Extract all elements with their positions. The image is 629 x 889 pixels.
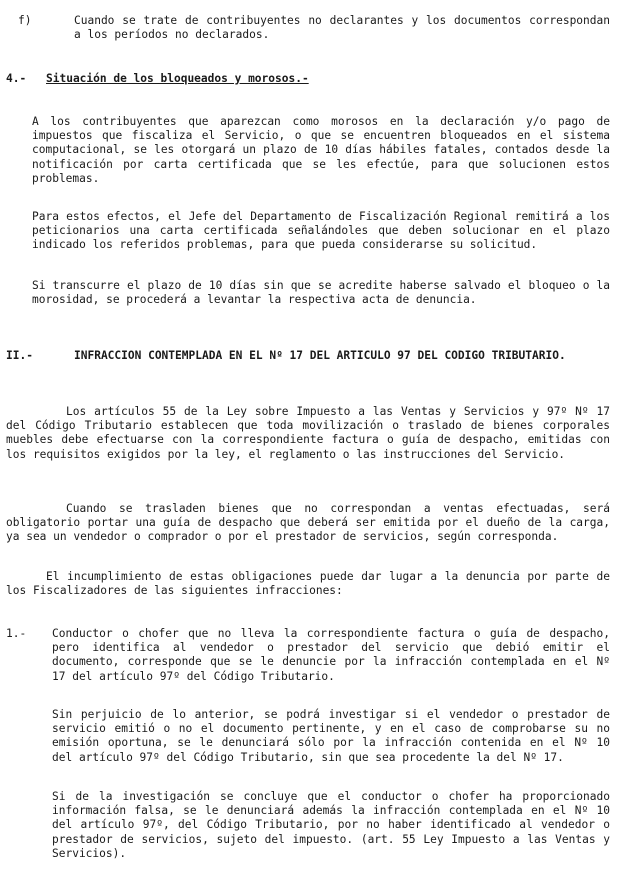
section-ii-heading-line bbox=[6, 349, 610, 363]
paragraph-text: Sin perjuicio de lo anterior, se podrá investigar si el vendedor o prestador de servicio emitió o no el documento pertinente, y en el caso de comprobarse su no emisión oportuna, se le denunciará sólo por la infracción contenida en el Nº 10 del artículo 97º del Código Tributario, sin que sea procedente la del Nº 17. bbox=[52, 708, 610, 764]
item-1 bbox=[6, 627, 610, 684]
section-ii-number: II.- bbox=[6, 349, 33, 362]
item-1-paragraph-3 bbox=[52, 790, 610, 861]
paragraph-text: Conductor o chofer que no lleva la correspondiente factura o guía de despacho, pero identifica al vendedor o prestador del servicio que debió emitir el documento, corresponde que se le denuncie por la infracción contemplada en el Nº 17 del artículo 97º del Código Tributario. bbox=[52, 627, 610, 683]
item-1-paragraph-1 bbox=[6, 627, 610, 684]
paragraph-text: El incumplimiento de estas obligaciones puede dar lugar a la denuncia por parte de los Fiscalizadores de las siguientes infracciones: bbox=[6, 570, 610, 598]
section-ii-title: INFRACCION CONTEMPLADA EN EL Nº 17 DEL ARTICULO 97 DEL CODIGO TRIBUTARIO. bbox=[74, 349, 566, 362]
item-f-marker: f) bbox=[18, 14, 32, 27]
section-4-number: 4.- bbox=[6, 72, 27, 85]
paragraph-text: Para estos efectos, el Jefe del Departamento de Fiscalización Regional remitirá a los peticionarios una carta certificada señalándoles que deben solucionar en el plazo indicado los referidos problemas, para que pueda considerarse su solicitud. bbox=[32, 210, 610, 252]
section-4-paragraph-2 bbox=[32, 210, 610, 253]
paragraph-text: Cuando se trasladen bienes que no correspondan a ventas efectuadas, será obligatorio portar una guía de despacho que deberá ser emitida por el dueño de la carga, ya sea un vendedor o comprador o por el prestador de servicios, según corresponda. bbox=[6, 502, 610, 544]
section-4-paragraph-3 bbox=[32, 279, 610, 307]
section-4-heading bbox=[6, 72, 606, 86]
paragraph-text: A los contribuyentes que aparezcan como morosos en la declaración y/o pago de impuestos que fiscaliza el Servicio, o que se encuentren bloqueados en el sistema computacional, se les otorgará un plazo de 10 días hábiles fatales, contados desde la notificación por carta certificada que se les efectúe, para que solucionen estos problemas. bbox=[32, 115, 610, 185]
item-f-paragraph bbox=[18, 14, 610, 42]
item-1-marker: 1.- bbox=[6, 627, 27, 640]
section-4-title: Situación de los bloqueados y morosos.- bbox=[46, 72, 309, 85]
section-ii-paragraph-3 bbox=[6, 570, 610, 598]
item-f-text: Cuando se trate de contribuyentes no declarantes y los documentos correspondan a los períodos no declarados. bbox=[74, 14, 610, 42]
paragraph-text: Los artículos 55 de la Ley sobre Impuesto a las Ventas y Servicios y 97º Nº 17 del Código Tributario establecen que toda movilización o traslado de bienes corporales muebles debe efectuarse con la correspondiente factura o guía de despacho, emitidas con los requisitos exigidos por la ley, el reglamento o las instrucciones del Servicio. bbox=[6, 405, 610, 461]
item-1-paragraph-2 bbox=[52, 708, 610, 765]
section-ii-heading bbox=[6, 349, 610, 363]
item-f bbox=[18, 14, 610, 42]
section-ii-paragraph-2 bbox=[6, 502, 610, 545]
paragraph-text: Si de la investigación se concluye que el conductor o chofer ha proporcionado información falsa, se le denunciará además la infracción contemplada en el Nº 10 del artículo 97º, del Código Tributario, por no haber identificado al vendedor o prestador de servicios, sujeto del impuesto. (art. 55 Ley Impuesto a las Ventas y Servicios). bbox=[52, 790, 610, 860]
paragraph-text: Si transcurre el plazo de 10 días sin que se acredite haberse salvado el bloqueo o la morosidad, se procederá a levantar la respectiva acta de denuncia. bbox=[32, 279, 610, 307]
section-4-paragraph-1 bbox=[32, 115, 610, 186]
section-ii-paragraph-1 bbox=[6, 405, 610, 462]
